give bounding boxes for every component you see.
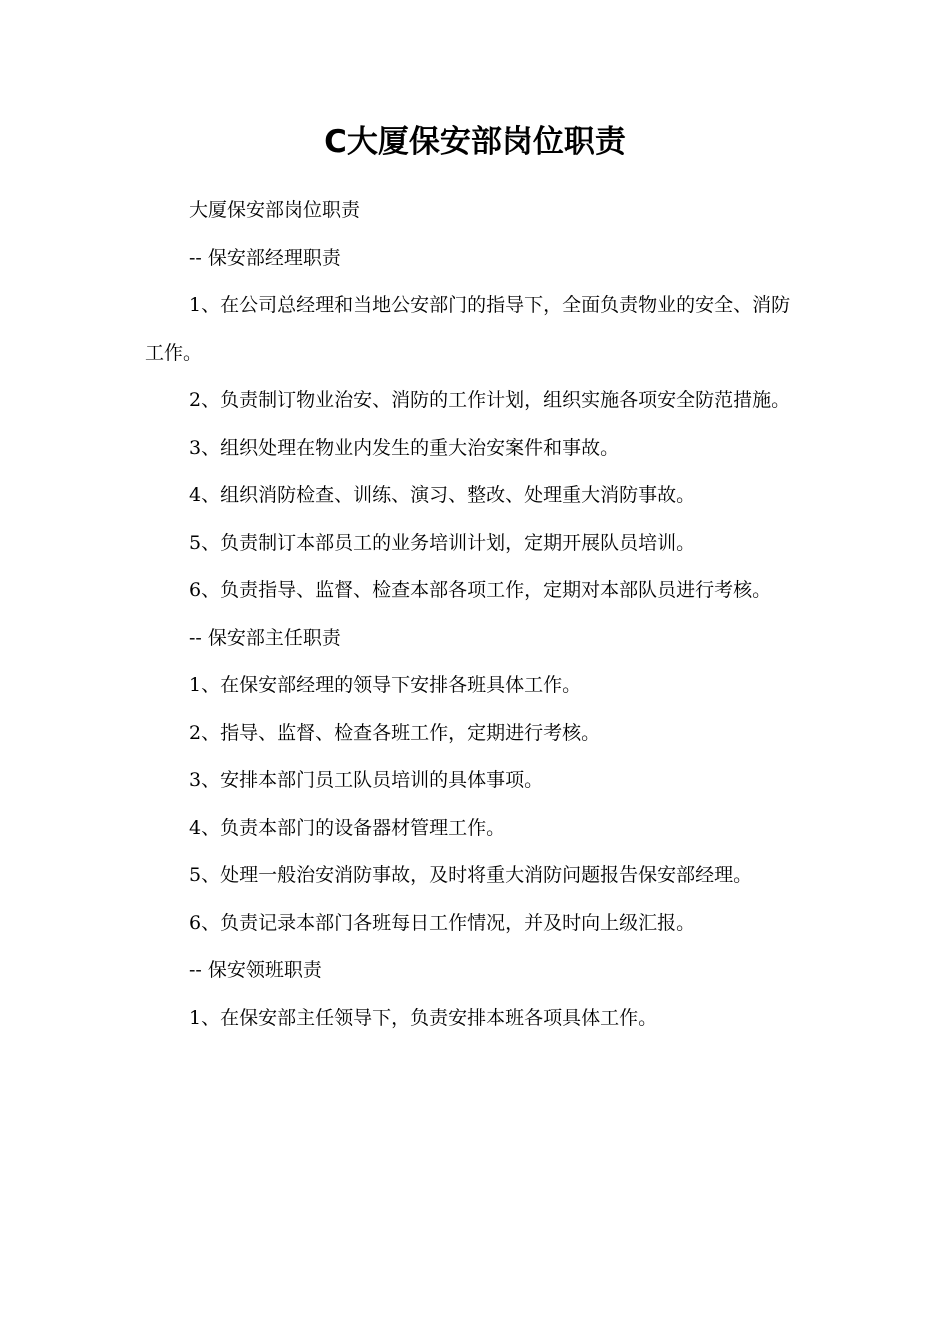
list-item: 1、在公司总经理和当地公安部门的指导下，全面负责物业的安全、消防工作。 (145, 294, 791, 364)
list-item: 5、处理一般治安消防事故，及时将重大消防问题报告保安部经理。 (189, 864, 753, 886)
section-heading: 大厦保安部岗位职责 (189, 199, 361, 221)
list-item: 4、组织消防检查、训练、演习、整改、处理重大消防事故。 (189, 484, 696, 506)
subsection-heading-director: -- 保安部主任职责 (189, 626, 341, 649)
list-item: 3、安排本部门员工队员培训的具体事项。 (189, 769, 544, 791)
list-item: 6、负责指导、监督、检查本部各项工作，定期对本部队员进行考核。 (189, 579, 772, 601)
list-item: 6、负责记录本部门各班每日工作情况，并及时向上级汇报。 (189, 911, 696, 934)
list-item: 5、负责制订本部员工的业务培训计划，定期开展队员培训。 (189, 531, 696, 554)
document-title: C大厦保安部岗位职责 (324, 124, 626, 160)
list-item: 2、指导、监督、检查各班工作，定期进行考核。 (189, 721, 601, 744)
list-item: 1、在保安部经理的领导下安排各班具体工作。 (189, 674, 582, 696)
subsection-heading-team-leader: -- 保安领班职责 (189, 959, 322, 981)
list-item: 4、负责本部门的设备器材管理工作。 (189, 816, 506, 839)
subsection-heading-manager: -- 保安部经理职责 (189, 246, 341, 269)
list-item: 3、组织处理在物业内发生的重大治安案件和事故。 (189, 436, 620, 459)
document-body (145, 187, 807, 1042)
list-item: 1、在保安部主任领导下，负责安排本班各项具体工作。 (189, 1006, 658, 1029)
list-item: 2、负责制订物业治安、消防的工作计划，组织实施各项安全防范措施。 (189, 389, 791, 411)
